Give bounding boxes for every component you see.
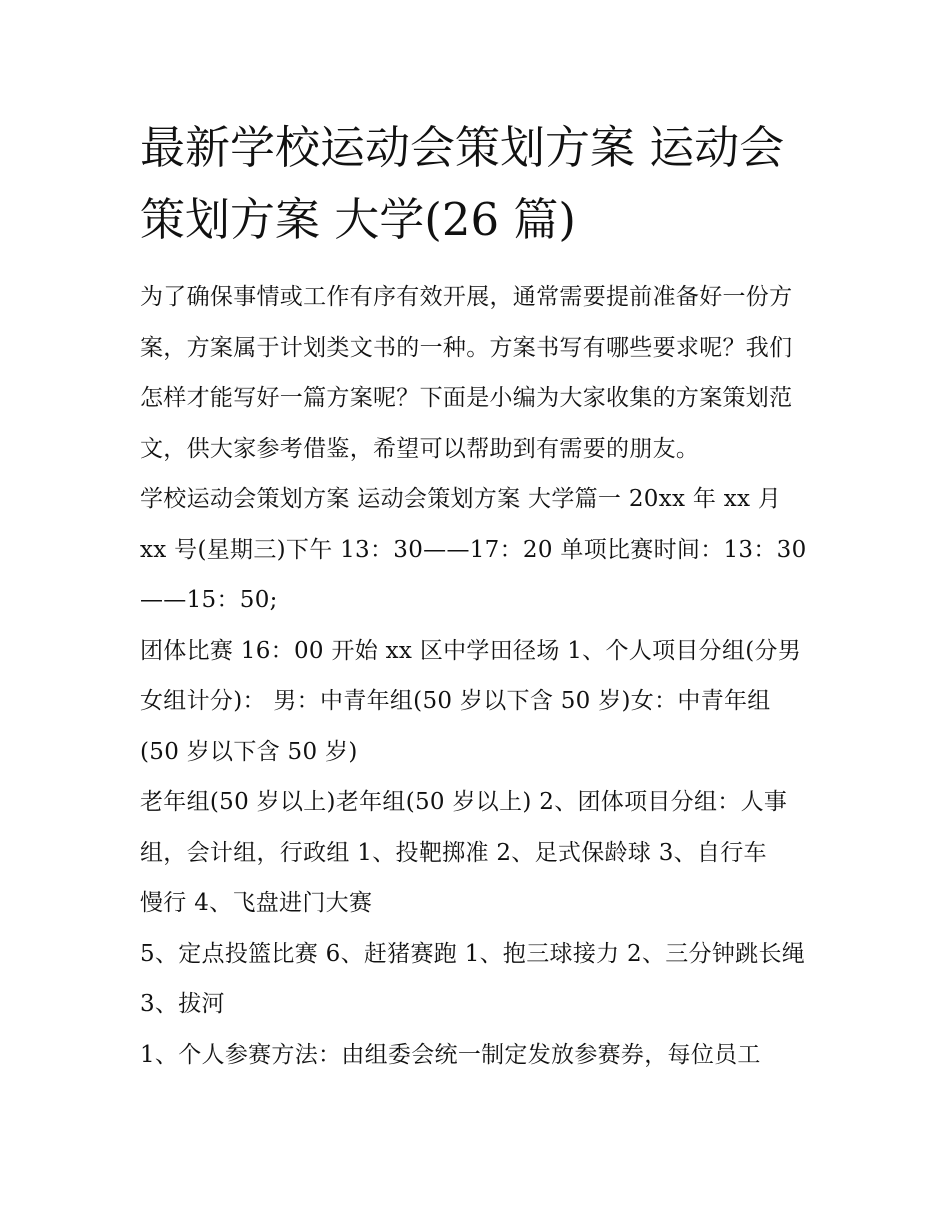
paragraph-events: 老年组(50 岁以上)老年组(50 岁以上) 2、团体项目分组：人事组，会计组，行政组 1、投靶掷准 2、足式保龄球 3、自行车 慢行 4、飞盘进门大赛 bbox=[140, 789, 788, 916]
document-body bbox=[140, 112, 815, 1080]
paragraph-rules: 1、个人参赛方法：由组委会统一制定发放参赛券，每位员工 bbox=[140, 1041, 761, 1068]
paragraph-team-events: 5、定点投篮比赛 6、赶猪赛跑 1、抱三球接力 2、三分钟跳长绳 3、拔河 bbox=[140, 940, 806, 1017]
paragraph-schedule: 学校运动会策划方案 运动会策划方案 大学篇一 20xx 年 xx 月 xx 号(星期三)下午 13：30——17：20 单项比赛时间：13：30 ——15：50; bbox=[140, 486, 807, 613]
paragraph-groups: 团体比赛 16：00 开始 xx 区中学田径场 1、个人项目分组(分男女组计分)： 男：中青年组(50 岁以下含 50 岁)女：中青年组 (50 岁以下含 50 岁) bbox=[140, 637, 802, 765]
document-title: 最新学校运动会策划方案 运动会策划方案 大学(26 篇) bbox=[140, 121, 785, 246]
paragraph-intro: 为了确保事情或工作有序有效开展，通常需要提前准备好一份方案，方案属于计划类文书的一种。方案书写有哪些要求呢？我们怎样才能写好一篇方案呢？下面是小编为大家收集的方案策划范文，供大家参考借鉴，希望可以帮助到有需要的朋友。 bbox=[140, 284, 793, 462]
